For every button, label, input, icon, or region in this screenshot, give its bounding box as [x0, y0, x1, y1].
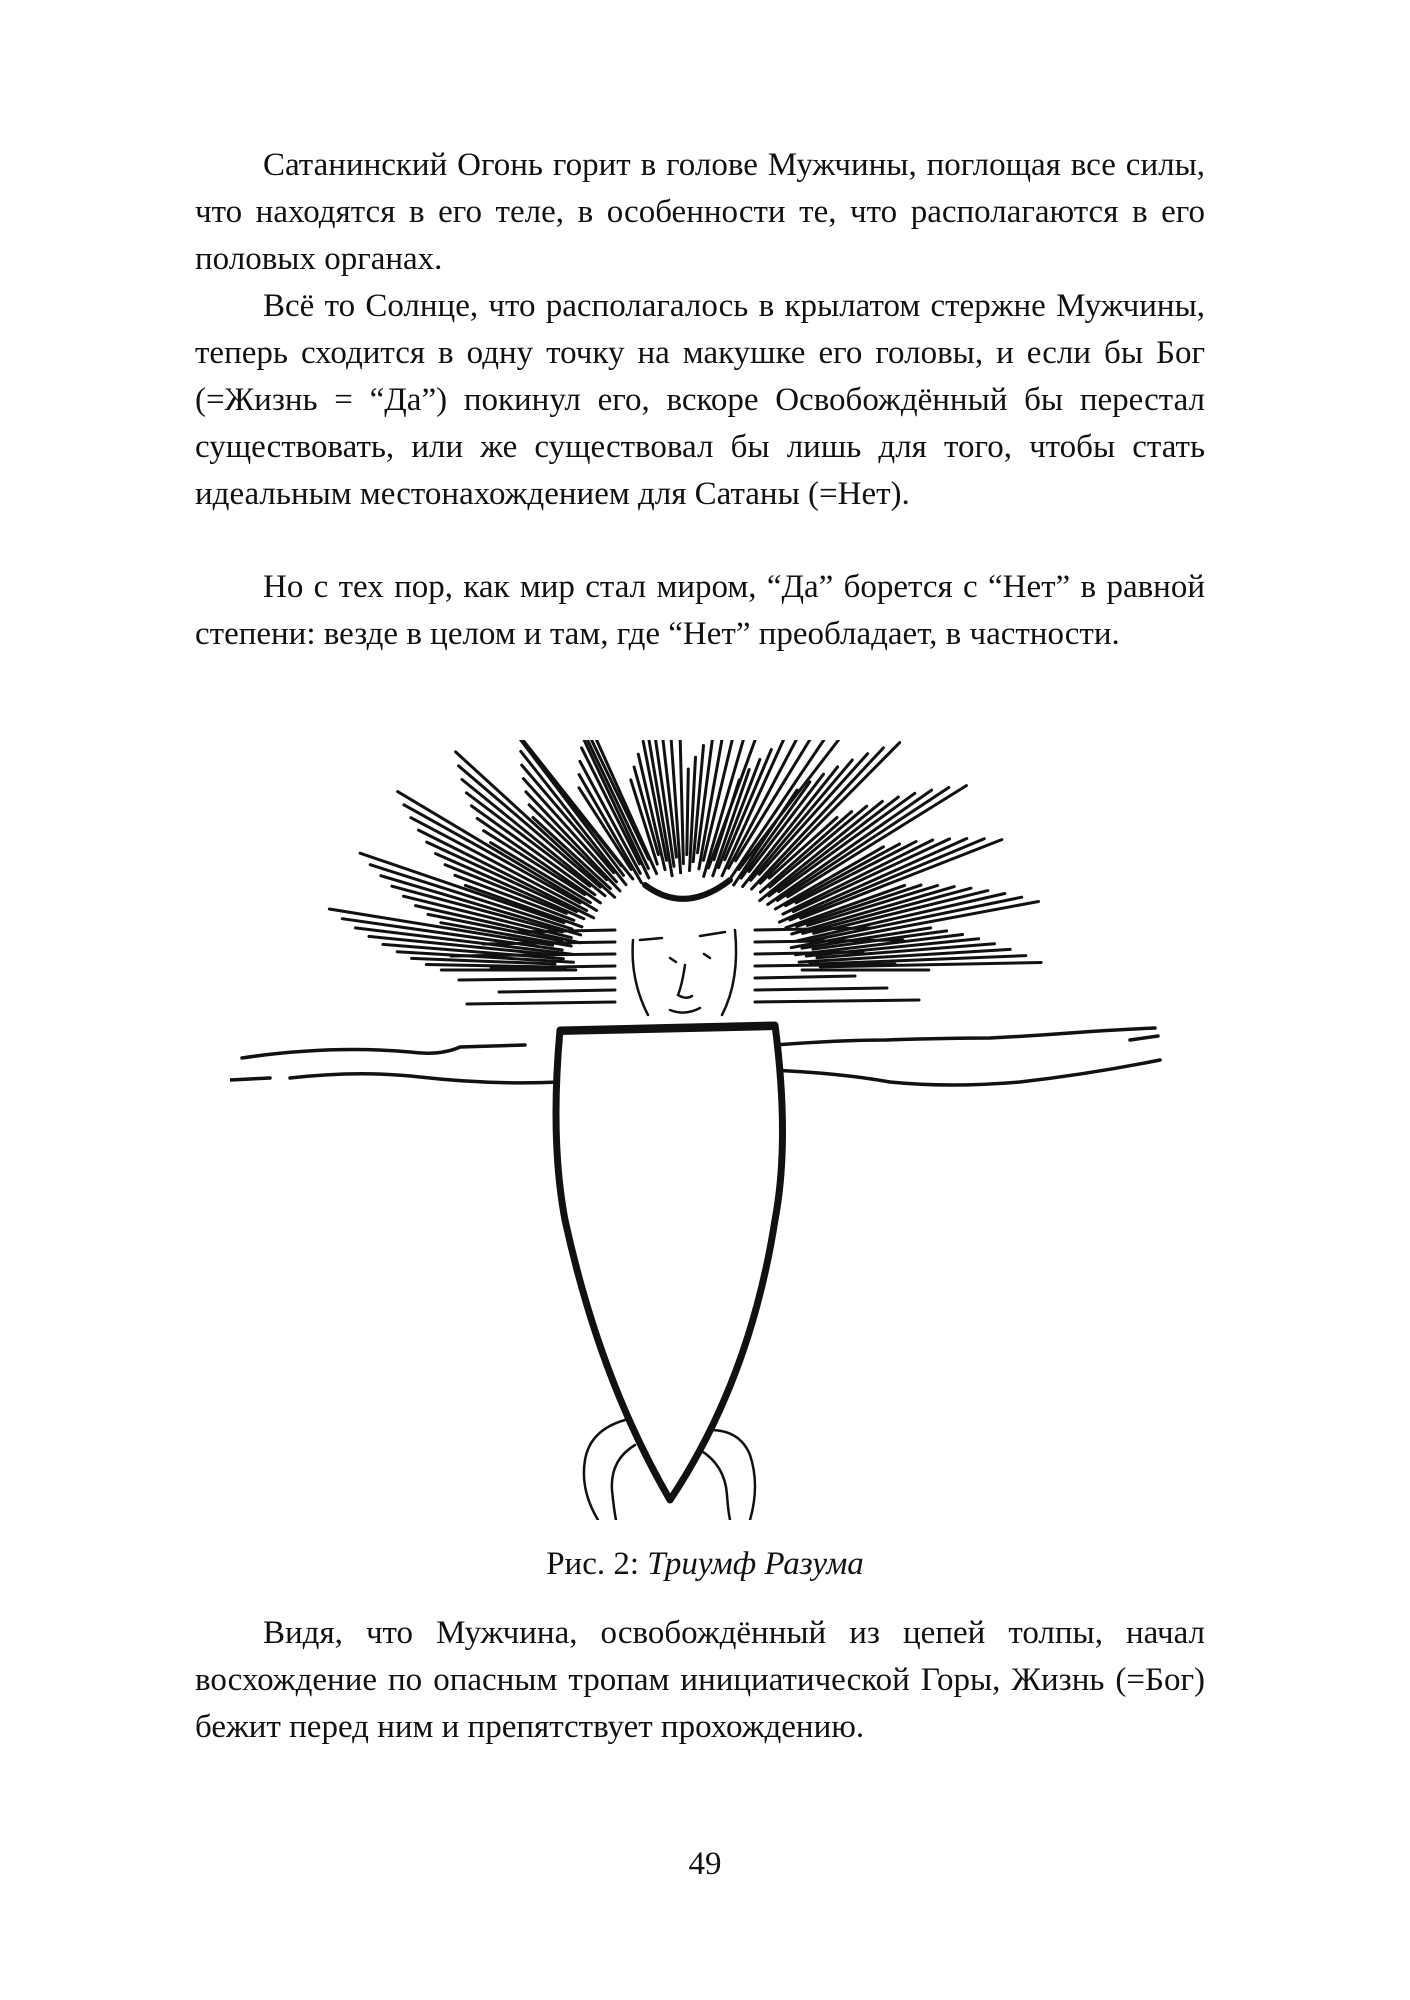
paragraph-3: Но с тех пор, как мир стал миром, “Да” борется с “Нет” в равной степени: везде в целом и там, где “Нет” преобладает, в частности. [195, 569, 1205, 652]
hair-ray [467, 1002, 615, 1004]
hair-ray [499, 990, 615, 992]
shield-body [556, 1025, 783, 1500]
hair-ray [515, 930, 615, 932]
hair-ray [755, 928, 871, 930]
hair-ray [755, 1000, 919, 1002]
hair-ray [491, 966, 615, 968]
hair-ray [329, 909, 552, 945]
hair-ray [483, 942, 615, 944]
paragraph-1: Сатанинский Огонь горит в голове Мужчины, поглощая все силы, что находятся в его теле, в особенности те, что располагаются в его половых органах. [195, 147, 1205, 277]
paragraph-4: Видя, что Мужчина, освобождённый из цепей толпы, начал восхождение по опасным тропам инициатической Горы, Жизнь (=Бог) бежит перед ним и препятствует прохождению. [195, 1615, 1205, 1745]
caption-prefix: Рис. 2: [546, 1546, 648, 1582]
face [633, 930, 737, 1015]
hair-ray [687, 769, 689, 855]
hair-ray [459, 978, 615, 980]
hair-ray [755, 976, 855, 978]
caption-title: Триумф Разума [647, 1546, 864, 1582]
hair-ray [755, 940, 903, 942]
hair-ray [680, 740, 683, 864]
paragraph-2: Всё то Солнце, что располагалось в крылатом стержне Мужчины, теперь сходится в одну точку на макушке его головы, и если бы Бог (=Жизнь = “Да”) покинул его, вскоре Освобождённый бы перестал существовать, или же существовал бы лишь для того, чтобы стать идеальным местонахождением для Сатаны (=Нет). [195, 288, 1205, 512]
hair-ray [451, 954, 615, 956]
figure-illustration [230, 740, 1190, 1520]
hair-ray [755, 988, 887, 990]
head-arc [645, 880, 730, 899]
hair-ray [755, 964, 895, 966]
page-number: 49 [688, 1846, 722, 1882]
hair-ray [755, 952, 863, 954]
figure-caption [0, 1544, 1410, 1584]
